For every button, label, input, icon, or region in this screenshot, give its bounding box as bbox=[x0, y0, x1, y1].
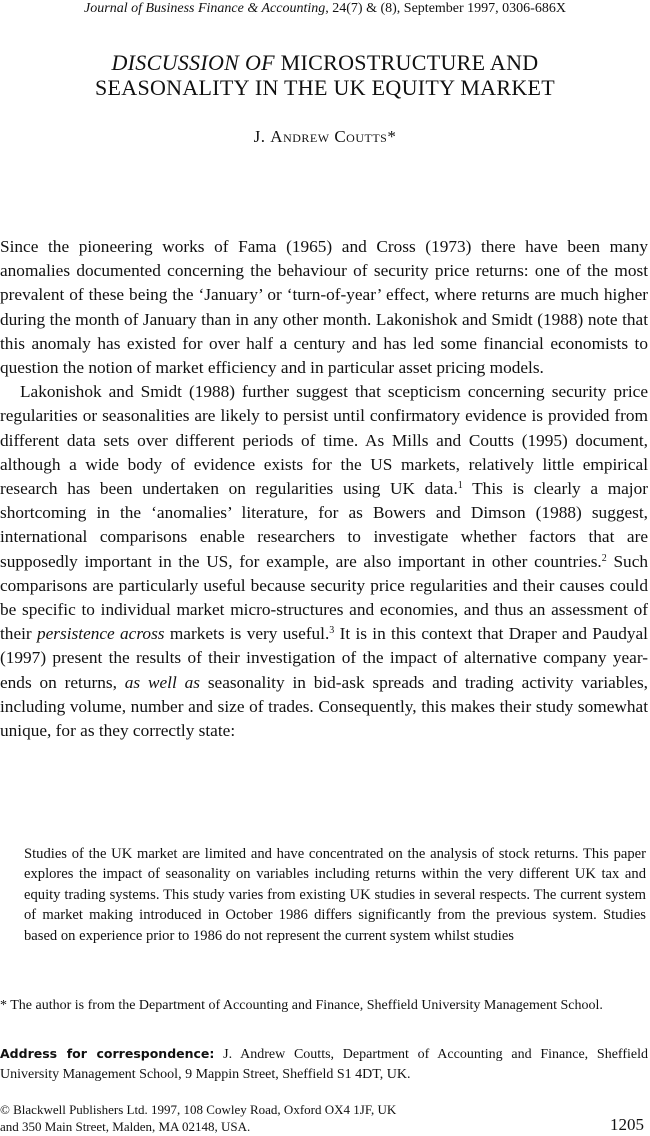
body-text bbox=[0, 235, 648, 743]
running-header bbox=[0, 0, 650, 18]
author-footnote: * The author is from the Department of Accounting and Finance, Sheffield University Management School. bbox=[0, 998, 603, 1013]
paragraph-2-part-a: Lakonishok and Smidt (1988) further suggest that scepticism concerning security price regularities or seasonalities are likely to persist until confirmatory evidence is provided from different data sets over different periods of time. As Mills and Coutts (1995) document, although a wide body of evidence exists for the US markets, relatively little empirical research has been undertaken on regularities using UK data. bbox=[0, 382, 648, 499]
paragraph-2-part-b: This is clearly a major shortcoming in the ‘anomalies’ literature, for as Bowers and Dimson (1988) suggest, international comparisons enable researchers to investigate whether factors that are supposedly important in the US, for example, are also important in other countries. bbox=[0, 479, 648, 571]
paragraph-2-part-d: markets is very useful. bbox=[164, 624, 330, 644]
title-line-2: SEASONALITY IN THE UK EQUITY MARKET bbox=[94, 75, 556, 100]
emphasis-persistence: persistence across bbox=[36, 624, 165, 644]
correspondence-address bbox=[0, 1044, 648, 1085]
copyright-notice bbox=[0, 1101, 520, 1135]
author-line bbox=[0, 127, 650, 147]
article-title bbox=[0, 50, 650, 100]
copyright-line-2: and 350 Main Street, Malden, MA 02148, USA. bbox=[0, 1119, 251, 1134]
paragraph-2-part-c: Such comparisons are particularly useful because security price regularities and their causes could be specific to individual market micro-structures and economies, and thus an assessment of their bbox=[0, 551, 649, 644]
author-name: Andrew Coutts bbox=[270, 127, 388, 146]
title-line-1 bbox=[0, 50, 650, 75]
footnote-ref-3[interactable]: 3 bbox=[329, 625, 335, 637]
copyright-line-1: © Blackwell Publishers Ltd. 1997, 108 Cowley Road, Oxford OX4 1JF, UK bbox=[0, 1102, 397, 1117]
title-line-1-text: MICROSTRUCTURE AND bbox=[274, 50, 539, 75]
journal-name: Journal of Business Finance & Accounting bbox=[84, 1, 326, 16]
address-text: J. Andrew Coutts, Department of Accounting and Finance, Sheffield University Management School, 9 Mappin Street, Sheffield S1 4DT, UK. bbox=[0, 1047, 648, 1082]
author-footnote-mark: * bbox=[387, 127, 397, 146]
block-quote: Studies of the UK market are limited and have concentrated on the analysis of stock returns. This paper explores the impact of seasonality on variables including returns within the very different UK tax and equity trading systems. This study varies from existing UK studies in several respects. The current system of market making introduced in October 1986 differs significantly from the previous system. Studies based on experience prior to 1986 do not represent the current system whilst studies bbox=[24, 846, 646, 944]
page-number: 1205 bbox=[610, 1115, 644, 1134]
journal-issue: , 24(7) & (8), September 1997, 0306-686X bbox=[325, 1, 566, 16]
paragraph-2 bbox=[0, 380, 648, 743]
title-prefix: DISCUSSION OF bbox=[111, 50, 275, 75]
paragraph-2-part-f: seasonality in bid-ask spreads and trading activity variables, including volume, number and size of trades. Consequently, this makes their study somewhat unique, for as they correctly state: bbox=[0, 672, 649, 741]
footnote-ref-1[interactable]: 1 bbox=[457, 480, 463, 492]
footnote-ref-2[interactable]: 2 bbox=[601, 552, 607, 564]
author-initial: J. bbox=[253, 127, 271, 146]
emphasis-as-well-as: as well as bbox=[124, 672, 200, 692]
paragraph-1: Since the pioneering works of Fama (1965) and Cross (1973) there have been many anomalies documented concerning the behaviour of security price returns: one of the most prevalent of these being the ‘January’ or ‘turn-of-year’ effect, where returns are much higher during the month of January than in any other month. Lakonishok and Smidt (1988) note that this anomaly has existed for over half a century and has led some financial economists to question the notion of market efficiency and in particular asset pricing models. bbox=[0, 237, 648, 378]
paragraph-2-part-e: It is in this context that Draper and Paudyal (1997) present the results of their investigation of the impact of alternative company year-ends on returns, bbox=[0, 624, 648, 692]
address-label: Address for correspondence: bbox=[0, 1046, 215, 1061]
